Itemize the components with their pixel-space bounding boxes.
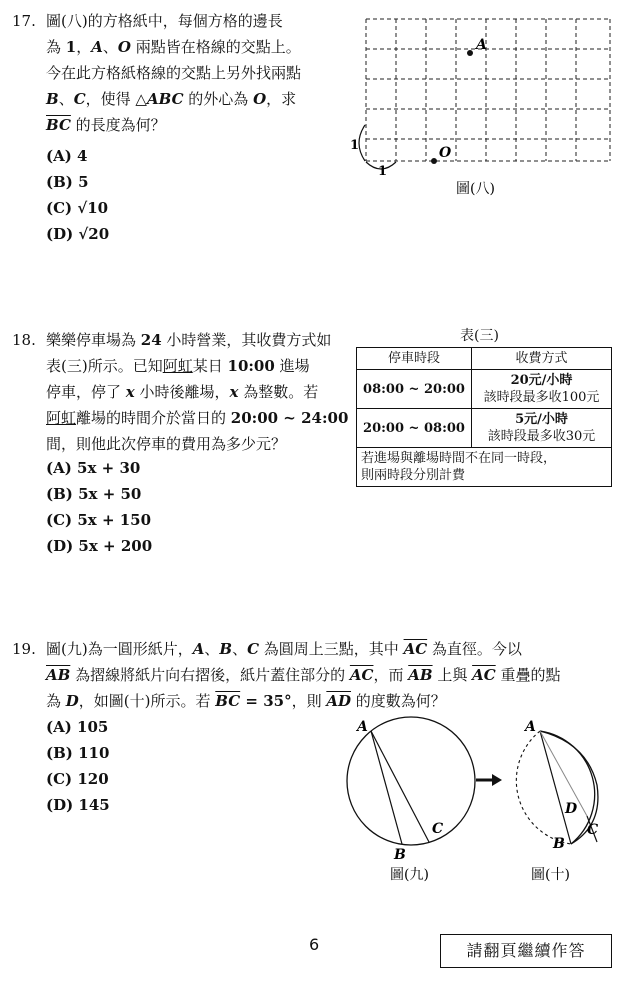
note-line1: 若進場與離場時間不在同一時段， [361, 451, 557, 466]
q17-option-a[interactable]: (A) 4 [46, 147, 88, 165]
label-1-bottom: 1 [378, 164, 388, 179]
q19-option-a[interactable]: (A) 105 [46, 718, 109, 736]
row-period: 20:00 ~ 08:00 [357, 409, 472, 448]
q17-line4: B、C，使得 △ABC 的外心為 O，求 [46, 90, 297, 108]
q17-line3: 今在此方格紙格線的交點上另外找兩點 [46, 64, 302, 82]
figure-9 [347, 717, 475, 883]
q19-options [46, 714, 110, 818]
q19-option-c[interactable]: (C) 120 [46, 770, 109, 788]
q17-options [46, 143, 109, 247]
q18-number: 18. [12, 331, 36, 349]
point-o [431, 158, 437, 164]
q18-option-c[interactable]: (C) 5x + 150 [46, 511, 152, 529]
fee-table-header [357, 348, 612, 370]
fig10-label-d: D [565, 801, 578, 817]
q18-option-d[interactable]: (D) 5x + 200 [46, 537, 153, 555]
continue-label: 請翻頁繼續作答 [440, 934, 612, 968]
row-cap: 該時段最多收100元 [483, 390, 600, 405]
fig10-dashed-arc [516, 731, 571, 844]
q18-line2: 表(三)所示。已知阿虹某日 10:00 進場 [46, 357, 310, 375]
row-rate-cell [472, 409, 612, 448]
q19-stem [46, 636, 626, 714]
fig10-fold-line-ab [540, 731, 571, 844]
row-rate-cell [472, 370, 612, 409]
q18-line1: 樂樂停車場為 24 小時營業，其收費方式如 [46, 331, 332, 349]
label-1-side: 1 [350, 138, 360, 153]
label-o: O [439, 145, 452, 161]
table-row [357, 370, 612, 409]
q18-line5: 間，則他此次停車的費用為多少元？ [46, 435, 287, 453]
q19-number: 19. [12, 640, 36, 658]
row-period: 08:00 ~ 20:00 [357, 370, 472, 409]
q17-line1: 圖(八)的方格紙中，每個方格的邊長 [46, 12, 283, 30]
note-line2: 則兩時段分別計費 [361, 468, 466, 483]
header-method: 收費方式 [472, 348, 612, 370]
fig9-label-a: A [357, 719, 368, 735]
row-rate: 20元/小時 [510, 373, 573, 388]
table-row [357, 409, 612, 448]
q17-line5: $\overline{BC}$ 的長度為何？ [46, 116, 166, 134]
figure-9-caption: 圖(九) [390, 867, 429, 883]
figure-10 [516, 719, 598, 883]
q18-stem [46, 327, 358, 457]
q17-option-b[interactable]: (B) 5 [46, 173, 89, 191]
point-a [467, 50, 473, 56]
q19-figures [335, 715, 625, 885]
q17-option-d[interactable]: (D) √20 [46, 225, 110, 243]
q17-grid-figure [345, 10, 620, 200]
fig9-label-b: B [394, 847, 406, 863]
fig9-diameter-ac [371, 731, 429, 842]
q17-stem [46, 8, 364, 138]
table-note-row [357, 448, 612, 487]
header-period: 停車時段 [357, 348, 472, 370]
label-a: A [476, 37, 487, 53]
fig10-label-b: B [553, 836, 565, 852]
row-cap: 該時段最多收30元 [487, 429, 596, 444]
grid-lines [366, 19, 610, 161]
q17-number: 17. [12, 12, 36, 30]
figure-10-caption: 圖(十) [531, 867, 570, 883]
q18-option-a[interactable]: (A) 5x + 30 [46, 459, 141, 477]
fig10-segment-ad [540, 731, 587, 816]
q19-option-b[interactable]: (B) 110 [46, 744, 110, 762]
table-3-caption: 表(三) [460, 328, 499, 344]
q19-line1: 圖(九)為一圓形紙片，A、B、C 為圓周上三點，其中 $\overline{AC}$ 為直徑。今以 [46, 640, 522, 658]
figure-8-caption: 圖(八) [456, 181, 495, 197]
q18-options [46, 455, 152, 559]
q18-line4: 阿虹離場的時間介於當日的 20:00 ~ 24:00 [46, 409, 349, 427]
fig10-label-a: A [525, 719, 536, 735]
fig10-label-c: C [587, 822, 599, 838]
table-note [357, 448, 612, 487]
fig9-chord-ab [371, 731, 402, 844]
fig9-circle [347, 717, 475, 845]
q18-line3: 停車，停了 x 小時後離場，x 為整數。若 [46, 383, 319, 401]
q19-line2: $\overline{AB}$ 為摺線將紙片向右摺後，紙片蓋住部分的 $\overline{AC}$，而 $\overline{AB}$ 上與 $\overline{AC}$ 重疊的點 [46, 666, 561, 684]
q17-line2: 為 1，A、O 兩點皆在格線的交點上。 [46, 38, 301, 56]
row-rate: 5元/小時 [515, 412, 568, 427]
side-brace [359, 125, 365, 161]
fee-table [356, 347, 612, 487]
arrow-right-icon [476, 774, 502, 786]
q19-option-d[interactable]: (D) 145 [46, 796, 110, 814]
page-number: 6 [309, 935, 320, 954]
q19-line3: 為 D，如圖(十)所示。若 $\overline{BC} = 35^\circ$，則 $\overline{AD}$ 的度數為何？ [46, 692, 446, 710]
q18-option-b[interactable]: (B) 5x + 50 [46, 485, 142, 503]
fig9-label-c: C [432, 821, 444, 837]
q17-option-c[interactable]: (C) √10 [46, 199, 109, 217]
